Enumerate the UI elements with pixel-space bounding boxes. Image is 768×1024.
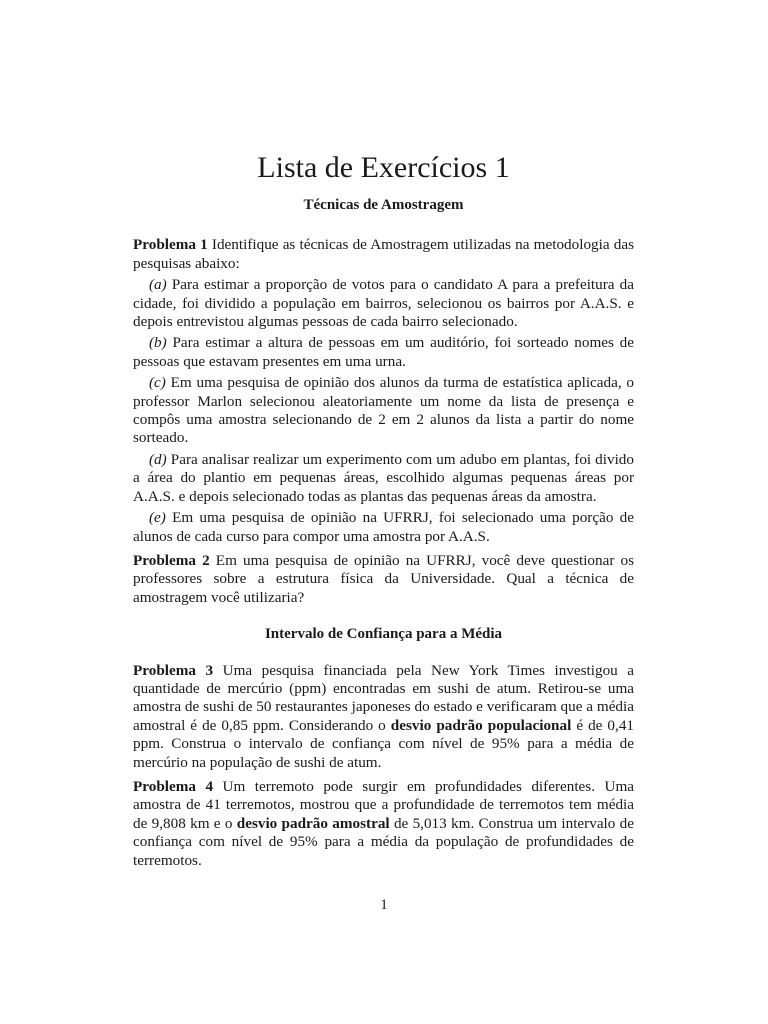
problem-1-item-a — [133, 276, 634, 331]
problem-text: Em uma pesquisa de opinião na UFRRJ, você deve questionar os professores sobre a estrutura física da Universidade. Qual a técnica de amostragem você utilizaria? — [133, 551, 635, 606]
problem-label: Problema 1 — [133, 236, 208, 254]
problem-3 — [133, 662, 634, 772]
item-letter: (b) — [149, 334, 167, 352]
problem-text: Uma pesquisa financiada pela New York Times investigou a quantidade de mercúrio (ppm) encontradas em sushi de atum. Retirou-se uma amostra de sushi de 50 restaurantes japoneses do estado e verificaram que a média amostral é de 0,85 ppm. Considerando o — [133, 661, 634, 734]
problem-text-continued: é de 0,41 ppm. Construa o intervalo de confiança com nível de 95% para a média de mercúrio na população de sushi de atum. — [133, 716, 635, 771]
problem-label: Problema 4 — [133, 777, 214, 795]
problem-text: Identifique as técnicas de Amostragem utilizadas na metodologia das pesquisas abaixo: — [133, 236, 634, 272]
problem-label: Problema 3 — [133, 661, 214, 679]
item-text: Para estimar a altura de pessoas em um auditório, foi sorteado nomes de pessoas que estavam presentes em uma urna. — [133, 334, 635, 370]
problem-1 — [133, 236, 634, 273]
item-letter: (d) — [149, 450, 167, 468]
item-letter: (e) — [149, 509, 166, 527]
item-text: Em uma pesquisa de opinião na UFRRJ, foi selecionado uma porção de alunos de cada curso para compor uma amostra por A.A.S. — [133, 509, 634, 545]
problem-1-item-c — [133, 374, 634, 448]
page-number: 1 — [380, 897, 388, 913]
problem-1-item-b — [133, 334, 634, 371]
section-title-amostragem: Técnicas de Amostragem — [303, 197, 464, 213]
item-text: Para estimar a proporção de votos para o candidato A para a prefeitura da cidade, foi dividido a população em bairros, selecionou os bairros por A.A.S. e depois entrevistou algumas pessoas de cada bairro selecionado. — [133, 276, 634, 331]
emphasis-text: desvio padrão populacional — [390, 716, 572, 734]
problem-text: Um terremoto pode surgir em profundidades diferentes. Uma amostra de 41 terremotos, mostrou que a profundidade de terremotos tem média de 9,808 km e o — [133, 777, 634, 832]
item-text: Em uma pesquisa de opinião dos alunos da turma de estatística aplicada, o professor Marlon selecionou aleatoriamente um nome da lista de presença e compôs uma amostra selecionando de 2 em 2 alunos da lista a partir do nome sorteado. — [133, 374, 635, 447]
item-letter: (a) — [149, 276, 167, 294]
problem-4 — [133, 778, 634, 870]
document-page — [133, 150, 634, 870]
document-title: Lista de Exercícios 1 — [257, 151, 510, 184]
section-title-intervalo: Intervalo de Confiança para a Média — [264, 626, 503, 643]
problem-label: Problema 2 — [133, 551, 210, 569]
problem-1-item-e — [133, 509, 634, 546]
emphasis-text: desvio padrão amostral — [236, 814, 390, 832]
item-letter: (c) — [149, 374, 166, 392]
problem-text-continued: de 5,013 km. Construa um intervalo de confiança com nível de 95% para a média da população de profundidades de terremotos. — [133, 814, 635, 869]
item-text: Para analisar realizar um experimento com um adubo em plantas, foi divido a área do plantio em pequenas áreas, escolhido algumas pequenas áreas por A.A.S. e depois selecionado todas as plantas das pequenas áreas da amostra. — [133, 450, 634, 505]
problem-2 — [133, 552, 634, 607]
problem-1-item-d — [133, 451, 634, 506]
